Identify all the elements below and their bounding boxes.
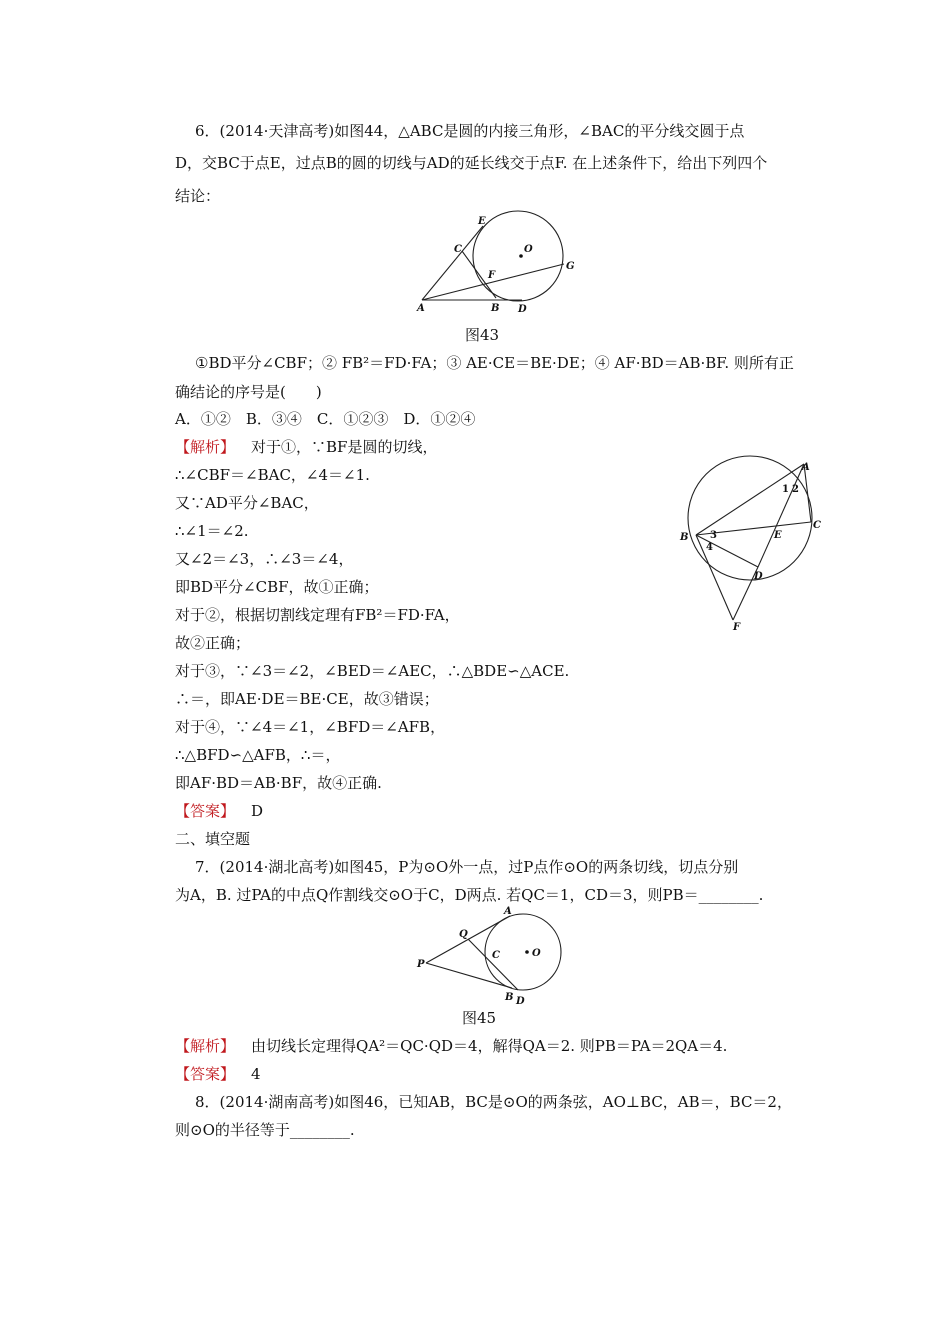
q7-answer-value: 4 (251, 1065, 261, 1083)
q6-solution-line: 故②正确； (175, 634, 251, 652)
fig43-label-O: O (524, 244, 533, 255)
fig43-label-C: C (454, 244, 462, 255)
figure-q6-solution (676, 440, 826, 632)
q6-solution-line: ∴△BFD∽△AFB，∴＝， (175, 746, 341, 764)
q6-solution-line: ∴＝，即AE·DE＝BE·CE，故③错误； (175, 690, 439, 708)
q6-solution-line: 对于③，∵∠3＝∠2，∠BED＝∠AEC，∴△BDE∽△ACE. (175, 662, 570, 680)
fig43-label-D: D (518, 304, 527, 315)
figure-43 (412, 208, 592, 318)
fig45-label-Q: Q (459, 929, 468, 940)
q6-options: A．①② B．③④ C．①②③ D．①②④ (175, 410, 476, 428)
fig-solution-label-D: D (754, 571, 763, 582)
fig45-label-O: O (532, 948, 541, 959)
q7-solution-tag: 【解析】 (175, 1037, 236, 1055)
fig-solution-label-A: A (802, 462, 810, 473)
q6-answer (175, 801, 263, 821)
q6-answer-tag: 【答案】 (175, 802, 236, 820)
q7-answer (175, 1064, 261, 1084)
fig45-label-B: B (505, 992, 514, 1003)
fig45-label-A: A (504, 906, 512, 917)
fig43-label-B: B (491, 303, 500, 314)
q6-solution-line: ∴∠CBF＝∠BAC，∠4＝∠1. (175, 466, 370, 484)
figure-45-caption: 图45 (462, 1009, 497, 1027)
q6-solution-line: 又∵AD平分∠BAC， (175, 494, 319, 512)
fig45-label-D: D (516, 996, 525, 1004)
q7-solution (175, 1036, 727, 1056)
q8-text-line-2: 则⊙O的半径等于________. (175, 1121, 355, 1139)
fig43-label-A: A (417, 303, 425, 314)
q6-answer-value: D (251, 802, 264, 820)
fig-solution-label-E: E (774, 530, 782, 541)
q7-text-line-2: 为A，B. 过PA的中点Q作割线交⊙O于C，D两点. 若QC＝1，CD＝3，则PB＝________. (175, 886, 764, 904)
q6-solution-line: ∴∠1＝∠2. (175, 522, 249, 540)
fig-solution-angle-3: 3 (710, 530, 717, 541)
q7-solution-text: 由切线长定理得QA²＝QC·QD＝4，解得QA＝2. 则PB＝PA＝2QA＝4. (251, 1037, 728, 1055)
figure-43-caption: 图43 (465, 326, 500, 344)
section-title: 二、填空题 (175, 830, 251, 848)
q6-solution-line: 对于②，根据切割线定理有FB²＝FD·FA， (175, 606, 460, 624)
q6-solution-line: 即BD平分∠CBF，故①正确； (175, 578, 379, 596)
q6-solution-first-line (175, 437, 437, 457)
fig43-label-E: E (478, 216, 486, 227)
fig-solution-label-C: C (813, 520, 821, 531)
q6-text-line-3: 结论： (175, 187, 221, 205)
q7-text-line-1: 7．(2014·湖北高考)如图45，P为⊙O外一点，过P点作⊙O的两条切线，切点分别 (195, 858, 739, 876)
q6-solution-line: 即AF·BD＝AB·BF，故④正确. (175, 774, 382, 792)
fig45-label-C: C (492, 950, 500, 961)
fig-solution-label-B: B (680, 532, 689, 543)
q8-text-line-1: 8．(2014·湖南高考)如图46，已知AB，BC是⊙O的两条弦，AO⊥BC，AB＝，BC＝2， (195, 1093, 792, 1111)
q6-statements-line-2: 确结论的序号是( ) (175, 383, 322, 401)
fig-solution-angle-1: 1 (782, 484, 789, 495)
q6-text-line-2: D，交BC于点E，过点B的圆的切线与AD的延长线交于点F. 在上述条件下，给出下列四个 (175, 154, 768, 172)
fig43-label-F: F (488, 270, 496, 281)
q6-solution-line: 又∠2＝∠3，∴∠3＝∠4， (175, 550, 354, 568)
q6-solution-tag: 【解析】 (175, 438, 236, 456)
fig-solution-angle-4: 4 (706, 542, 713, 553)
fig-solution-angle-2: 2 (792, 484, 799, 495)
q6-solution-line: 对于④，∵∠4＝∠1，∠BFD＝∠AFB， (175, 718, 446, 736)
fig-solution-label-F: F (733, 622, 741, 632)
q7-answer-tag: 【答案】 (175, 1065, 236, 1083)
q6-text-line-1: 6．(2014·天津高考)如图44，△ABC是圆的内接三角形，∠BAC的平分线交圆于点 (195, 122, 745, 140)
figure-45 (412, 904, 572, 1004)
fig45-label-P: P (417, 959, 425, 970)
fig43-label-G: G (566, 261, 575, 272)
q6-statements-line-1: ①BD平分∠CBF；② FB²＝FD·FA；③ AE·CE＝BE·DE；④ AF·BD＝AB·BF. 则所有正 (195, 354, 794, 372)
q6-solution-line: 对于①，∵BF是圆的切线， (251, 438, 438, 456)
